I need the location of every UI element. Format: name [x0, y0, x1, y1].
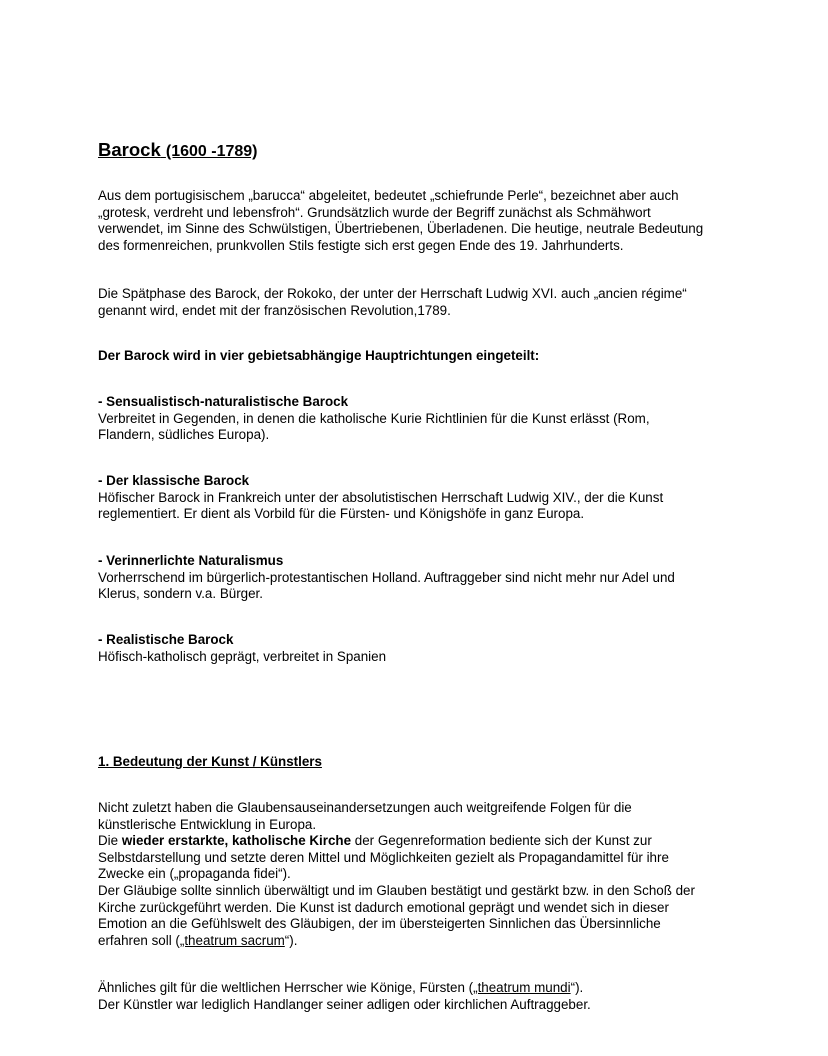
- page-title: [98, 139, 748, 163]
- text-line: Der Gläubige sollte sinnlich überwältigt und im Glauben bestätigt und gestärkt bzw. in den Schoß der: [98, 882, 695, 898]
- section-paragraph: [98, 800, 748, 949]
- underlined-term: „theatrum mundi: [473, 980, 571, 995]
- text-line: Kirche zurückgeführt werden. Die Kunst ist dadurch emotional geprägt und wendet sich in dieser: [98, 899, 669, 915]
- directions-heading: Der Barock wird in vier gebietsabhängige Hauptrichtungen eingeteilt:: [98, 348, 540, 363]
- text-line: genannt wird, endet mit der französischen Revolution,1789.: [98, 302, 451, 318]
- text-line: reglementiert. Er dient als Vorbild für die Fürsten- und Königshöfe in ganz Europa.: [98, 506, 585, 522]
- direction-item: [98, 473, 748, 523]
- section-paragraph: [98, 980, 748, 1013]
- late-phase-paragraph: [98, 286, 748, 319]
- text-line: Die Spätphase des Barock, der Rokoko, der unter der Herrschaft Ludwig XVI. auch „ancien régime“: [98, 286, 687, 301]
- underlined-term: „theatrum sacrum: [179, 932, 285, 948]
- text-line: Selbstdarstellung und setzte deren Mittel und Möglichkeiten gezielt als Propagandamittel für ihre: [98, 849, 669, 865]
- direction-title: - Sensualistisch-naturalistische Barock: [98, 394, 349, 409]
- text-line: „grotesk, verdreht und lebensfroh“. Grundsätzlich wurde der Begriff zunächst als Schmähwort: [98, 204, 651, 220]
- text-line: Flandern, südliches Europa).: [98, 427, 270, 443]
- text-line: künstlerische Entwicklung in Europa.: [98, 816, 317, 832]
- text-line: Vorherrschend im bürgerlich-protestantischen Holland. Auftraggeber sind nicht mehr nur Adel und: [98, 569, 675, 585]
- section-heading: 1. Bedeutung der Kunst / Künstlers: [98, 754, 322, 769]
- text-line: verwendet, im Sinne des Schwülstigen, Übertriebenen, Überladenen. Die heutige, neutrale Bedeutung: [98, 221, 704, 237]
- direction-item: [98, 394, 748, 444]
- text-line: des formenreichen, prunkvollen Stils festigte sich erst gegen Ende des 19. Jahrhunderts.: [98, 237, 624, 253]
- title-main: Barock: [98, 139, 161, 160]
- text-line: Zwecke ein („propaganda fidei“).: [98, 866, 291, 882]
- text-line: Emotion an die Gefühlswelt des Gläubigen, der im übersteigerten Sinnlichen das Übersinnliche: [98, 916, 661, 932]
- text-line: Höfisch-katholisch geprägt, verbreitet in Spanien: [98, 648, 387, 664]
- title-years: (1600 -1789): [165, 143, 258, 160]
- text-line: Klerus, sondern v.a. Bürger.: [98, 586, 263, 602]
- text-line: Ähnliches gilt für die weltlichen Herrscher wie Könige, Fürsten („theatrum mundi“).: [98, 980, 584, 995]
- text-line: Verbreitet in Gegenden, in denen die katholische Kurie Richtlinien für die Kunst erlässt (Rom,: [98, 410, 650, 426]
- intro-paragraph: [98, 188, 748, 254]
- direction-title: - Verinnerlichte Naturalismus: [98, 553, 284, 568]
- direction-item: [98, 553, 748, 603]
- text-line: Die wieder erstarkte, katholische Kirche der Gegenreformation bediente sich der Kunst zur: [98, 833, 652, 849]
- text-line: Aus dem portugisischem „barucca“ abgeleitet, bedeutet „schiefrunde Perle“, bezeichnet aber auch: [98, 188, 679, 203]
- emphasis-text: wieder erstarkte, katholische Kirche: [121, 833, 352, 849]
- text-line: Der Künstler war lediglich Handlanger seiner adligen oder kirchlichen Auftraggeber.: [98, 996, 591, 1012]
- text-line: Nicht zuletzt haben die Glaubensauseinandersetzungen auch weitgreifende Folgen für die: [98, 800, 632, 815]
- direction-item: [98, 632, 748, 665]
- text-line: Höfischer Barock in Frankreich unter der absolutistischen Herrschaft Ludwig XIV., der die Kunst: [98, 489, 664, 505]
- direction-title: - Der klassische Barock: [98, 473, 250, 488]
- direction-title: - Realistische Barock: [98, 632, 234, 647]
- text-line: erfahren soll („theatrum sacrum“).: [98, 932, 298, 948]
